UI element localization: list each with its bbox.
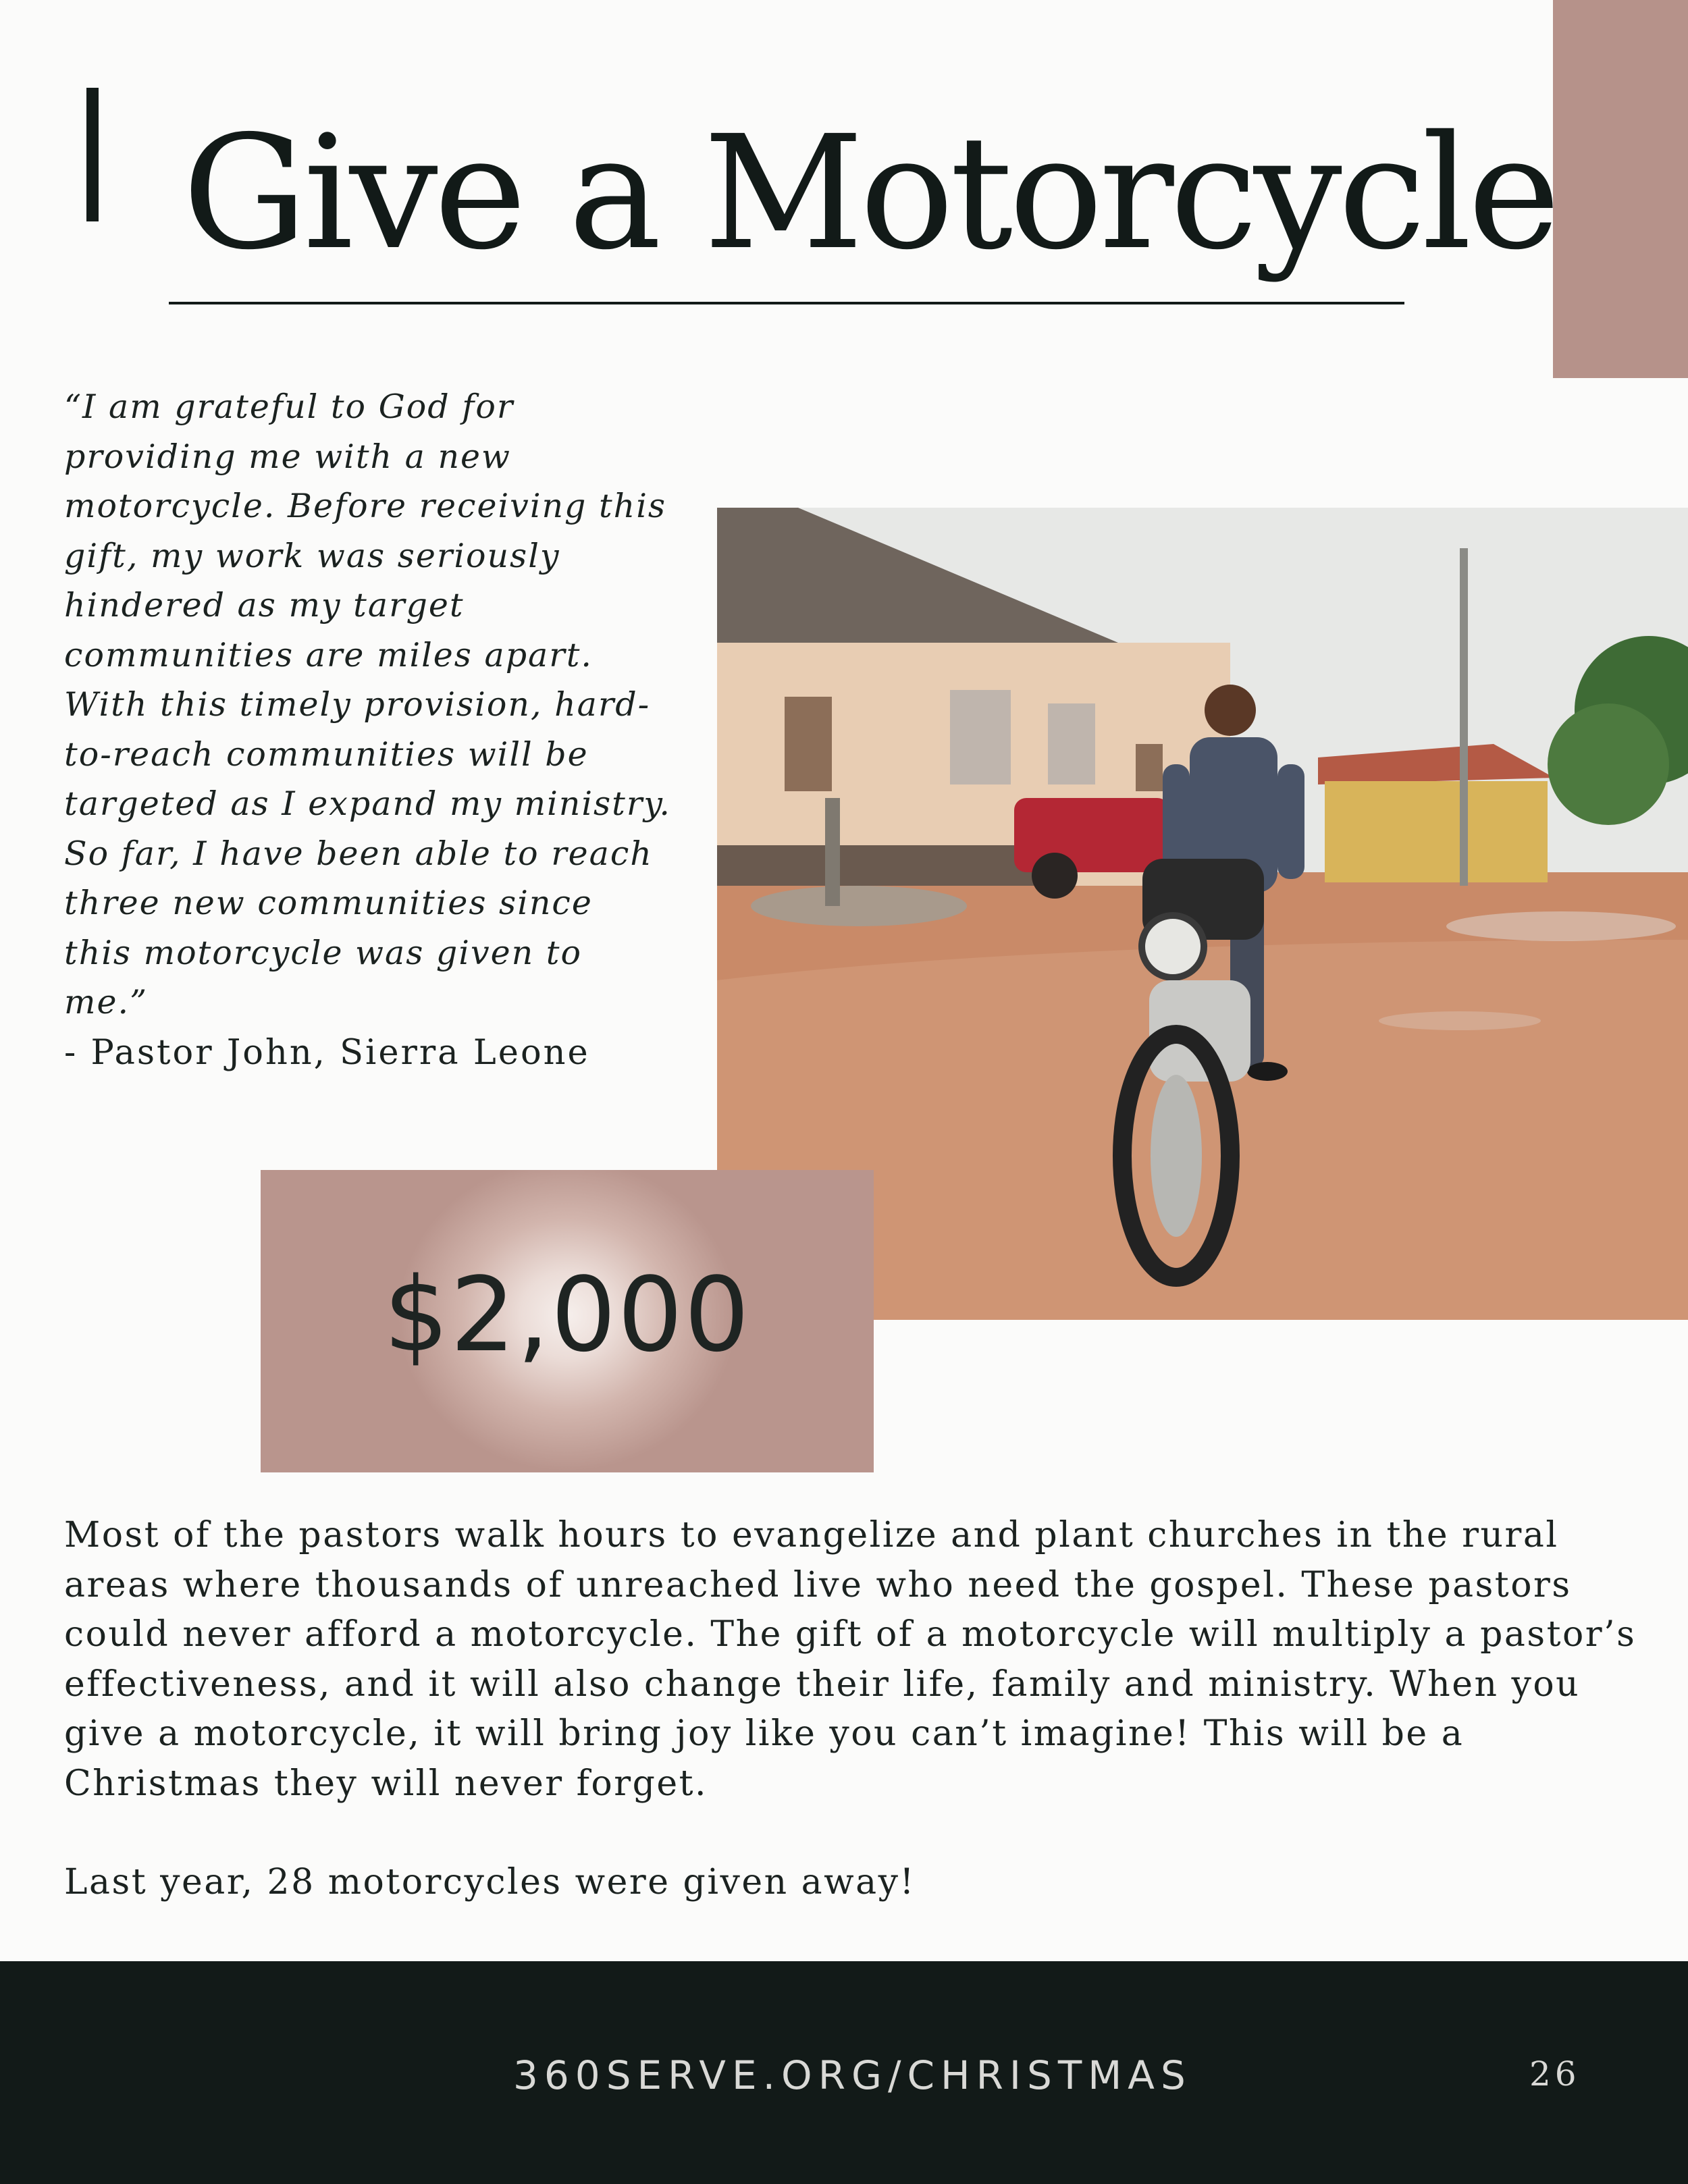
footer (0, 1961, 1688, 2184)
photo-door (1136, 744, 1163, 791)
photo-tree (1548, 703, 1669, 825)
photo-well (751, 886, 967, 926)
page-title: Give a Motorcycle (182, 102, 1557, 284)
photo-truck-wheel (1032, 853, 1078, 899)
accent-block (1553, 0, 1688, 378)
body-paragraph: Most of the pastors walk hours to evangelize and plant churches in the rural areas where thousands of unreached live who need the gospel. These pastors could never afford a motorcycle. The gift of a motorcycle will multiply a pastor’s effectiveness, and it will also change their life, family and ministry. When you give a motorcycle, it will bring joy like you can’t imagine! This will be a Christmas they will never forget. (64, 1515, 1637, 1804)
footer-url-link[interactable]: 360SERVE.ORG/CHRISTMAS (513, 2052, 1192, 2098)
photo-window (1048, 703, 1095, 784)
photo-pump (825, 798, 840, 906)
photo-puddle (1379, 1011, 1541, 1030)
title-mark (86, 88, 99, 221)
photo-window (785, 697, 832, 791)
testimonial-quote: “I am grateful to God for providing me with a new motorcycle. Before receiving this gift, my work was seriously hindered as my target communities are miles apart. With this timely provision, hard-to-reach communities will be targeted as I expand my ministry. So far, I have been able to reach three new communities since this motorcycle was given to me.” (64, 388, 671, 1021)
photo-yellow-building (1325, 781, 1548, 882)
photo-puddle (1446, 911, 1676, 941)
motorcycles-given-note: Last year, 28 motorcycles were given away! (64, 1862, 916, 1902)
quote-attribution: - Pastor John, Sierra Leone (64, 1033, 590, 1073)
page-number: 26 (1529, 2054, 1581, 2094)
photo-window (950, 690, 1011, 784)
price-label: $2,000 (384, 1254, 751, 1375)
title-underline (169, 302, 1404, 304)
price-box (261, 1170, 874, 1472)
photo-utility-pole (1460, 548, 1468, 886)
